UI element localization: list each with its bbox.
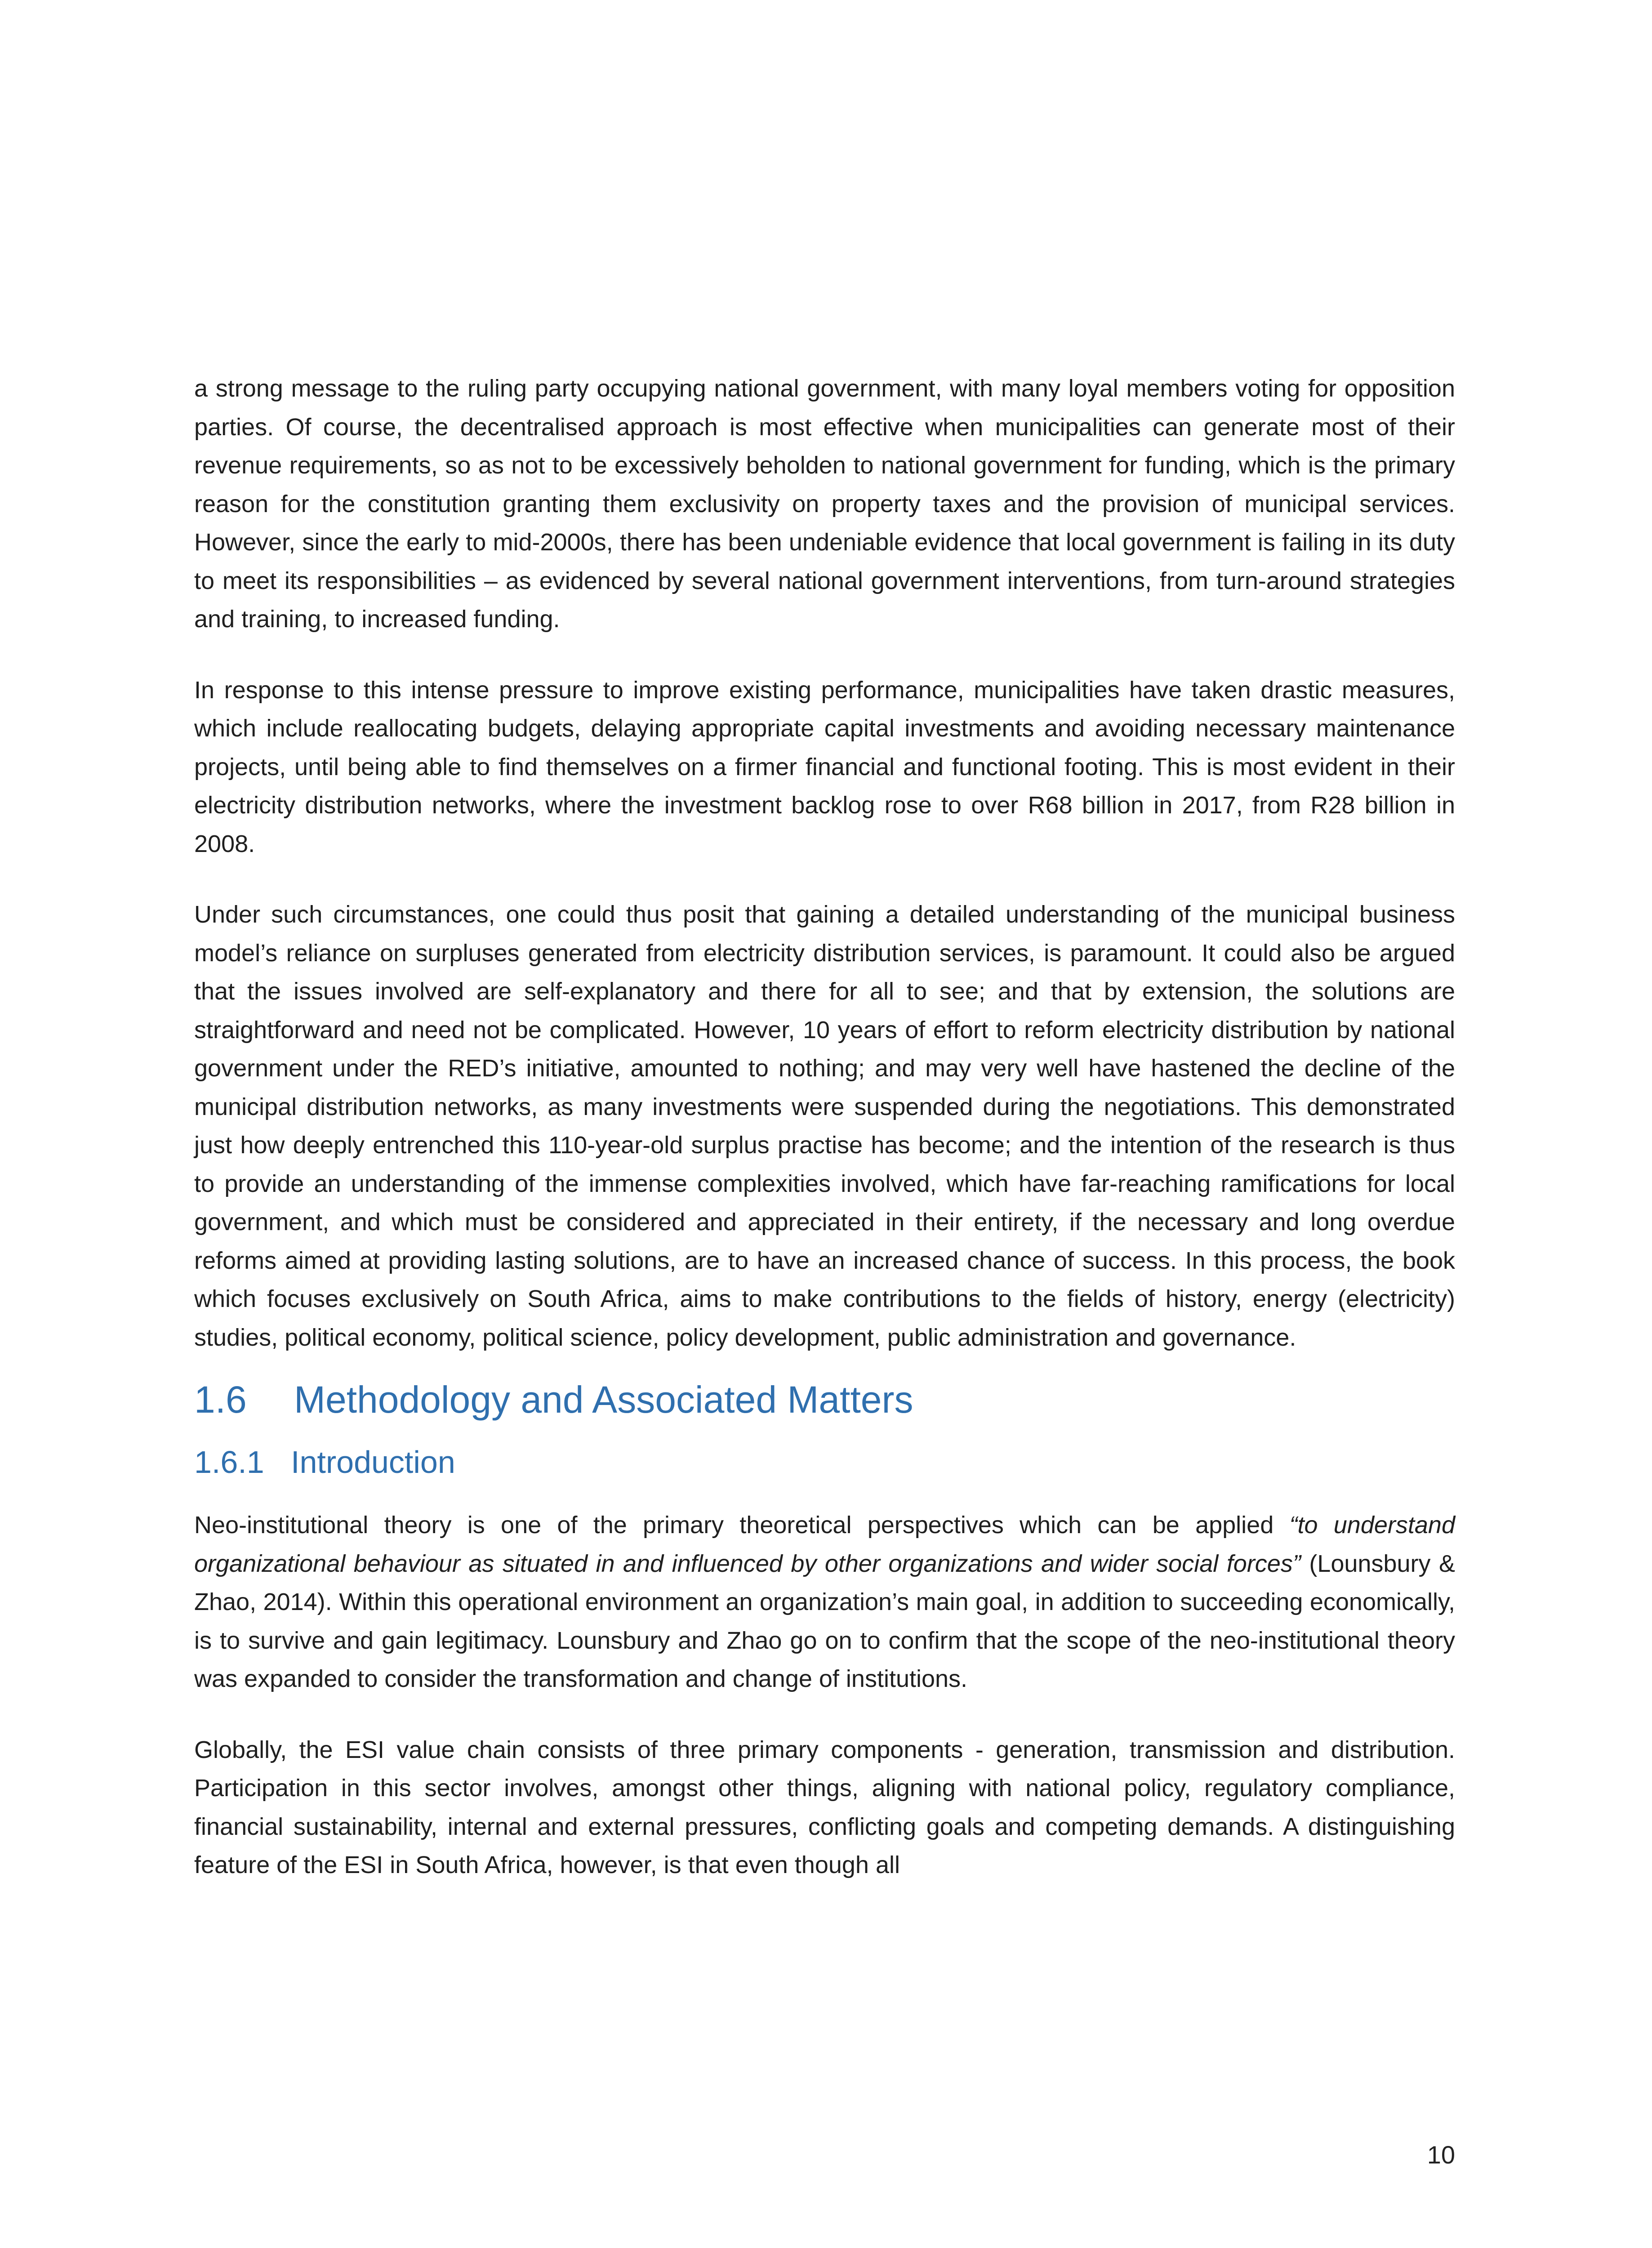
paragraph-municipal-response: In response to this intense pressure to improve existing performance, municipalities have taken drastic measures, which include reallocating budgets, delaying appropriate capital investments and avoiding necessary maintenance projects, until being able to find themselves on a firmer financial and functional footing. This is most evident in their electricity distribution networks, where the investment backlog rose to over R68 billion in 2017, from R28 billion in 2008. [194, 676, 1455, 857]
quoted-definition: “to understand organizational behaviour as situated in and influenced by other organizations and wider social forces” [194, 1512, 1455, 1577]
paragraph-rest-text: (Lounsbury & Zhao, 2014). Within this operational environment an organization’s main goal, in addition to succeeding economically, is to survive and gain legitimacy. Lounsbury and Zhao go on to confirm that the scope of the neo-institutional theory was expanded to consider the transformation and change of institutions. [194, 1550, 1455, 1692]
paragraph-research-intent: Under such circumstances, one could thus posit that gaining a detailed understanding of the municipal business model’s reliance on surpluses generated from electricity distribution services, is paramount. It could also be argued that the issues involved are self-explanatory and there for all to see; and that by extension, the solutions are straightforward and need not be complicated. However, 10 years of effort to reform electricity distribution by national government under the RED’s initiative, amounted to nothing; and may very well have hastened the decline of the municipal distribution networks, as many investments were suspended during the negotiations. This demonstrated just how deeply entrenched this 110-year-old surplus practise has become; and the intention of the research is thus to provide an understanding of the immense complexities involved, which have far-reaching ramifications for local government, and which must be considered and appreciated in their entirety, if the necessary and long overdue reforms aimed at providing lasting solutions, are to have an increased chance of success. In this process, the book which focuses exclusively on South Africa, aims to make contributions to the fields of history, energy (electricity) studies, political economy, political science, policy development, public administration and governance. [194, 901, 1455, 1351]
paragraph-decentralisation: a strong message to the ruling party occupying national government, with many loyal members voting for opposition parties. Of course, the decentralised approach is most effective when municipalities can generate most of their revenue requirements, so as not to be excessively beholden to national government for funding, which is the primary reason for the constitution granting them exclusivity on property taxes and the provision of municipal services. However, since the early to mid-2000s, there has been undeniable evidence that local government is failing in its duty to meet its responsibilities – as evidenced by several national government interventions, from turn-around strategies and training, to increased funding. [194, 375, 1455, 633]
paragraph-neo-institutional-theory [194, 1506, 1455, 1699]
subsection-heading [194, 1441, 1455, 1483]
section-heading [194, 1375, 1455, 1424]
page-number: 10 [1427, 2141, 1455, 2169]
page-body [194, 370, 1455, 1885]
subsection-title: Introduction [291, 1445, 455, 1480]
paragraph-esi-value-chain: Globally, the ESI value chain consists of three primary components - generation, transmission and distribution. Participation in this sector involves, amongst other things, aligning with national policy, regulatory compliance, financial sustainability, internal and external pressures, conflicting goals and competing demands. A distinguishing feature of the ESI in South Africa, however, is that even though all [194, 1736, 1455, 1878]
subsection-number: 1.6.1 [194, 1445, 264, 1480]
paragraph-lead-text: Neo-institutional theory is one of the primary theoretical perspectives which can be applied [194, 1512, 1290, 1539]
section-number: 1.6 [194, 1378, 247, 1421]
section-title: Methodology and Associated Matters [294, 1378, 913, 1421]
